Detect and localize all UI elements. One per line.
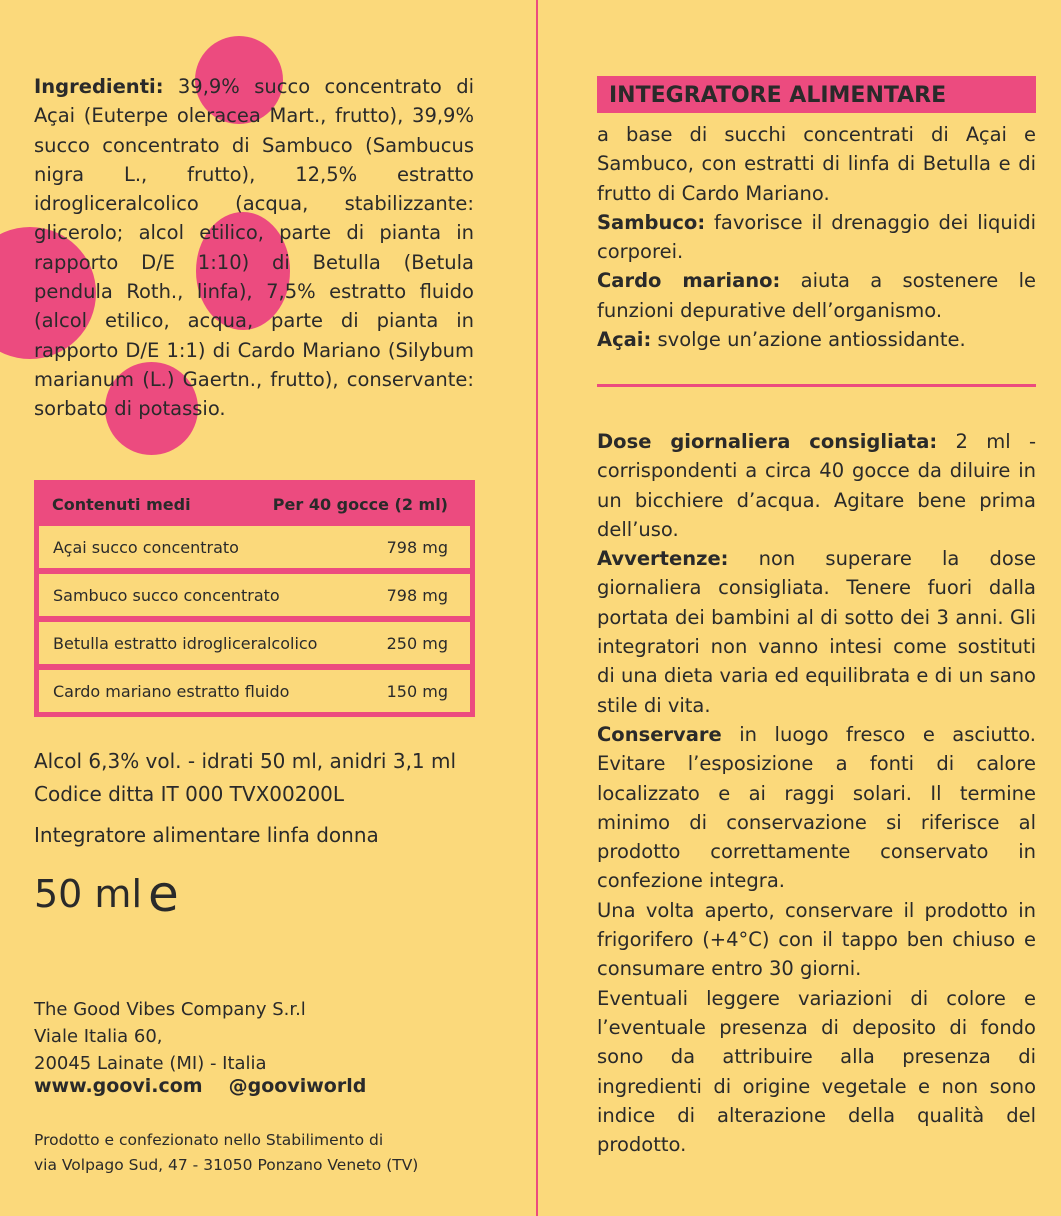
warnings-paragraph <box>597 544 1036 720</box>
alcohol-info: Alcol 6,3% vol. - idrati 50 ml, anidri 3,1 ml <box>34 749 457 773</box>
row-name: Sambuco succo concentrato <box>53 585 280 605</box>
nutrition-table <box>34 480 475 717</box>
storage-text: in luogo fresco e asciutto. Evitare l’esposizione a fonti di calore localizzato e ai raggi solari. Il termine minimo di conservazione si riferisce al prodotto correttamente conservato in confezione integra. <box>597 722 1036 893</box>
claim-item <box>597 208 1036 267</box>
production-info <box>34 1128 474 1178</box>
intro-block <box>597 120 1036 354</box>
table-header-right: Per 40 gocce (2 ml) <box>272 495 448 514</box>
table-header-left: Contenuti medi <box>52 495 191 514</box>
estimate-mark: e <box>148 865 179 923</box>
dose-paragraph <box>597 427 1036 544</box>
dose-label: Dose giornaliera consigliata: <box>597 430 938 453</box>
table-row <box>39 574 470 616</box>
website-link[interactable]: www.goovi.com <box>34 1075 203 1097</box>
company-links <box>34 1075 474 1097</box>
row-name: Betulla estratto idrogliceralcolico <box>53 633 318 653</box>
row-name: Açai succo concentrato <box>53 537 239 557</box>
intro-text: a base di succhi concentrati di Açai e Sambuco, con estratti di linfa di Betulla e di frutto di Cardo Mariano. <box>597 123 1036 205</box>
production-line-1: Prodotto e confezionato nello Stabilimento di <box>34 1131 384 1149</box>
table-row <box>39 622 470 664</box>
claim-text: svolge un’azione antiossidante. <box>651 328 966 352</box>
row-value: 798 mg <box>386 537 448 557</box>
claim-item <box>597 325 1036 354</box>
storage-label: Conservare <box>597 722 722 746</box>
section-title: INTEGRATORE ALIMENTARE <box>597 76 1036 113</box>
volume-line <box>34 865 474 923</box>
variation-paragraph: Eventuali leggere variazioni di colore e l’eventuale presenza di deposito di fondo sono da attribuire alla presenza di ingredienti di origine vegetale e non sono indice di alterazione della qualità del prodotto. <box>597 986 1036 1157</box>
ingredients-text <box>34 72 474 424</box>
claim-label: Cardo mariano: <box>597 269 781 293</box>
company-city: 20045 Lainate (MI) - Italia <box>34 1053 267 1074</box>
volume: 50 ml <box>34 872 143 916</box>
claim-text: aiuta a sostenere le funzioni depurative dell’organismo. <box>597 269 1036 322</box>
company-address <box>34 996 474 1077</box>
claim-text: favorisce il drenaggio dei liquidi corporei. <box>597 210 1036 264</box>
social-handle[interactable]: @gooviworld <box>228 1075 367 1097</box>
warnings-label: Avvertenze: <box>597 547 729 571</box>
row-value: 798 mg <box>386 585 448 605</box>
usage-block <box>597 427 1036 1159</box>
dose-text: 2 ml - corrispondenti a circa 40 gocce da diluire in un bicchiere d’acqua. Agitare bene prima dell’uso. <box>597 430 1037 541</box>
warnings-text: non superare la dose giornaliera consigliata. Tenere fuori dalla portata dei bambini al di sotto dei 3 anni. Gli integratori non vanno intesi come sostituti di una dieta varia ed equilibrata e di un sano stile di vita. <box>597 547 1036 717</box>
table-row <box>39 670 470 712</box>
ingredients-body: 39,9% succo concentrato di Açai (Euterpe oleracea Mart., frutto), 39,9% succo concentrato di Sambuco (Sambucus nigra L., frutto), 12,5% estratto idrogliceralcolico (acqua, stabilizzante: glicerolo; alcol etilico, parte di pianta in rapporto D/E 1:10) di Betulla (Betula pendula Roth., linfa), 7,5% estratto fluido (alcol etilico, acqua, parte di pianta in rapporto D/E 1:1) di Cardo Mariano (Silybum marianum (L.) Gaertn., frutto), conservante: sorbato di potassio. <box>34 75 474 421</box>
company-name: The Good Vibes Company S.r.l <box>34 999 306 1020</box>
after-opening-paragraph: Una volta aperto, conservare il prodotto in frigorifero (+4°C) con il tappo ben chiuso e consumare entro 30 giorni. <box>597 898 1036 981</box>
claim-label: Sambuco: <box>597 210 706 234</box>
table-row <box>39 526 470 568</box>
row-value: 250 mg <box>386 633 448 653</box>
table-header <box>37 483 472 526</box>
row-name: Cardo mariano estratto fluido <box>53 681 290 701</box>
claim-item <box>597 266 1036 325</box>
company-street: Viale Italia 60, <box>34 1026 163 1047</box>
storage-paragraph <box>597 720 1036 896</box>
claim-label: Açai: <box>597 328 652 352</box>
product-name: Integratore alimentare linfa donna <box>34 823 379 847</box>
column-divider <box>536 0 538 1216</box>
company-code: Codice ditta IT 000 TVX00200L <box>34 782 345 806</box>
row-value: 150 mg <box>386 681 448 701</box>
section-divider <box>597 384 1036 387</box>
production-line-2: via Volpago Sud, 47 - 31050 Ponzano Veneto (TV) <box>34 1156 419 1174</box>
ingredients-label: Ingredienti: <box>34 75 164 98</box>
